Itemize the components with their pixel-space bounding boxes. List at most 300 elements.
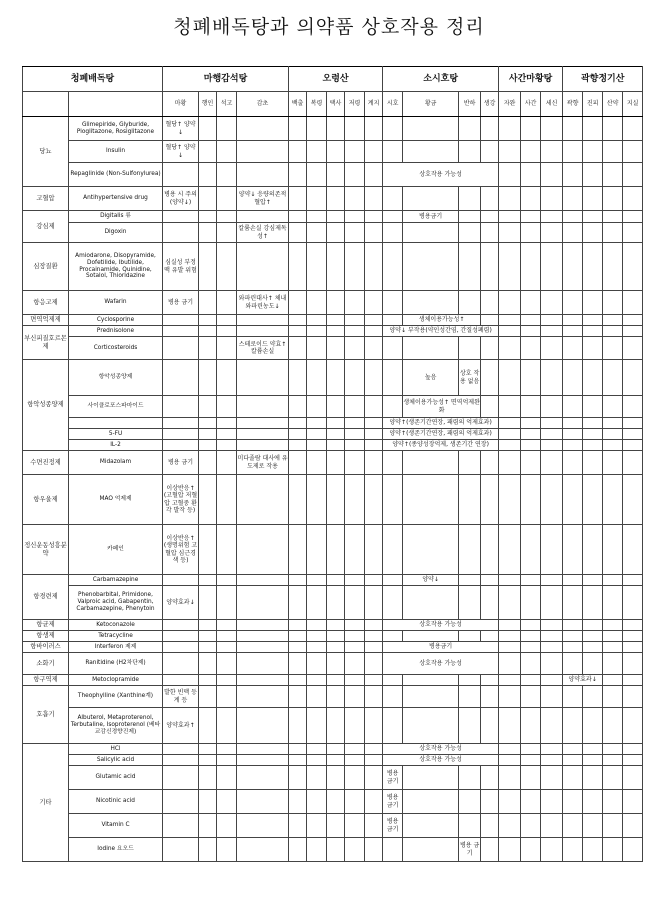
- empty-cell: [499, 708, 521, 744]
- empty-cell: [563, 360, 583, 396]
- category-cell: 항우울제: [23, 475, 69, 525]
- category-cell: 항악성종양제: [23, 360, 69, 451]
- empty-cell: [199, 675, 217, 686]
- empty-cell: [345, 814, 365, 838]
- drug-cell: Tetracycline: [69, 631, 163, 642]
- drug-cell: Salicylic acid: [69, 755, 163, 766]
- empty-cell: [289, 475, 307, 525]
- empty-cell: [623, 451, 643, 475]
- empty-cell: [541, 315, 563, 326]
- empty-cell: [345, 141, 365, 163]
- category-cell: 소화기: [23, 653, 69, 675]
- empty-cell: [521, 475, 541, 525]
- empty-cell: [365, 838, 383, 862]
- empty-cell: [365, 653, 383, 675]
- empty-cell: [583, 686, 603, 708]
- empty-cell: [623, 141, 643, 163]
- herb-header: 황금: [403, 92, 459, 117]
- empty-cell: [237, 642, 289, 653]
- empty-cell: [623, 211, 643, 223]
- empty-cell: [199, 744, 217, 755]
- empty-cell: [603, 686, 623, 708]
- empty-cell: [583, 814, 603, 838]
- empty-cell: [541, 360, 563, 396]
- empty-cell: [541, 141, 563, 163]
- empty-cell: [521, 744, 541, 755]
- empty-cell: [217, 675, 237, 686]
- drug-cell: Glutamic acid: [69, 766, 163, 790]
- effect-cell: 심실성 부정맥 유발 위험: [163, 243, 199, 291]
- empty-cell: [365, 315, 383, 326]
- empty-cell: [623, 187, 643, 211]
- drug-cell: IL-2: [69, 440, 163, 451]
- empty-cell: [289, 291, 307, 315]
- empty-cell: [199, 117, 217, 141]
- empty-cell: [499, 326, 521, 337]
- empty-cell: [521, 163, 541, 187]
- drug-cell: 카페인: [69, 525, 163, 575]
- empty-cell: [237, 586, 289, 620]
- table-row: [23, 708, 643, 744]
- empty-cell: [345, 418, 365, 429]
- empty-cell: [307, 243, 327, 291]
- empty-cell: [603, 475, 623, 525]
- effect-cell: 양약↓ 응량의존적혈압↑: [237, 187, 289, 211]
- drug-cell: Digoxin: [69, 223, 163, 243]
- empty-cell: [563, 440, 583, 451]
- table-row: [23, 418, 643, 429]
- empty-cell: [623, 790, 643, 814]
- empty-cell: [499, 291, 521, 315]
- empty-cell: [327, 631, 345, 642]
- empty-cell: [345, 117, 365, 141]
- effect-cell: 양약효과↑: [163, 708, 199, 744]
- empty-cell: [563, 117, 583, 141]
- empty-cell: [541, 744, 563, 755]
- empty-cell: [403, 337, 459, 360]
- header-row-herbs: [23, 92, 643, 117]
- empty-cell: [237, 525, 289, 575]
- empty-cell: [499, 744, 521, 755]
- empty-cell: [541, 326, 563, 337]
- effect-cell: 병용 금기: [383, 766, 403, 790]
- empty-cell: [603, 440, 623, 451]
- empty-cell: [163, 744, 199, 755]
- empty-cell: [307, 790, 327, 814]
- empty-cell: [199, 211, 217, 223]
- empty-cell: [623, 814, 643, 838]
- empty-cell: [623, 708, 643, 744]
- empty-cell: [541, 642, 563, 653]
- empty-cell: [307, 686, 327, 708]
- empty-cell: [365, 686, 383, 708]
- empty-cell: [481, 675, 499, 686]
- header-group-sosiho: 소시호탕: [383, 67, 499, 92]
- empty-cell: [583, 418, 603, 429]
- empty-cell: [327, 766, 345, 790]
- empty-cell: [237, 475, 289, 525]
- empty-cell: [403, 187, 459, 211]
- empty-cell: [459, 814, 481, 838]
- empty-cell: [603, 211, 623, 223]
- empty-cell: [383, 451, 403, 475]
- empty-cell: [481, 525, 499, 575]
- empty-cell: [163, 814, 199, 838]
- effect-cell: 양약↑(생존기간연장, 패렴의 억제효과): [383, 429, 499, 440]
- drug-cell: Cyclosporine: [69, 315, 163, 326]
- empty-cell: [217, 790, 237, 814]
- empty-cell: [345, 620, 365, 631]
- empty-cell: [459, 575, 481, 586]
- empty-cell: [563, 418, 583, 429]
- empty-cell: [563, 755, 583, 766]
- empty-cell: [217, 315, 237, 326]
- empty-cell: [583, 631, 603, 642]
- empty-cell: [481, 575, 499, 586]
- empty-cell: [237, 686, 289, 708]
- empty-cell: [623, 291, 643, 315]
- empty-cell: [237, 838, 289, 862]
- empty-cell: [563, 315, 583, 326]
- drug-cell: Corticosteroids: [69, 337, 163, 360]
- empty-cell: [481, 141, 499, 163]
- empty-cell: [217, 223, 237, 243]
- empty-cell: [563, 141, 583, 163]
- empty-cell: [583, 708, 603, 744]
- empty-cell: [583, 326, 603, 337]
- empty-cell: [237, 631, 289, 642]
- herb-header: 저령: [345, 92, 365, 117]
- empty-cell: [217, 187, 237, 211]
- effect-cell: 혈당↑ 양약↓: [163, 141, 199, 163]
- empty-cell: [481, 315, 499, 326]
- empty-cell: [289, 686, 307, 708]
- empty-cell: [163, 631, 199, 642]
- empty-cell: [603, 187, 623, 211]
- empty-cell: [345, 429, 365, 440]
- empty-cell: [199, 163, 217, 187]
- empty-cell: [481, 291, 499, 315]
- empty-cell: [345, 766, 365, 790]
- empty-cell: [541, 451, 563, 475]
- empty-cell: [217, 418, 237, 429]
- table-row: [23, 642, 643, 653]
- empty-cell: [583, 315, 603, 326]
- empty-cell: [481, 838, 499, 862]
- empty-cell: [289, 814, 307, 838]
- empty-cell: [217, 451, 237, 475]
- empty-cell: [327, 418, 345, 429]
- empty-cell: [237, 326, 289, 337]
- effect-cell: 병용 시 주의 (양약↓): [163, 187, 199, 211]
- empty-cell: [327, 653, 345, 675]
- empty-cell: [563, 211, 583, 223]
- empty-cell: [563, 525, 583, 575]
- empty-cell: [603, 326, 623, 337]
- empty-cell: [199, 326, 217, 337]
- empty-cell: [237, 315, 289, 326]
- empty-cell: [327, 141, 345, 163]
- empty-cell: [521, 211, 541, 223]
- empty-cell: [365, 117, 383, 141]
- table-row: [23, 360, 643, 396]
- empty-cell: [163, 223, 199, 243]
- empty-cell: [383, 360, 403, 396]
- empty-cell: [563, 686, 583, 708]
- empty-cell: [541, 396, 563, 418]
- empty-cell: [521, 631, 541, 642]
- empty-cell: [345, 440, 365, 451]
- drug-cell: Insulin: [69, 141, 163, 163]
- empty-cell: [383, 243, 403, 291]
- empty-cell: [563, 243, 583, 291]
- effect-cell: 양약효과↓: [163, 586, 199, 620]
- empty-cell: [327, 675, 345, 686]
- empty-cell: [345, 744, 365, 755]
- empty-cell: [307, 766, 327, 790]
- herb-header: 감초: [237, 92, 289, 117]
- empty-cell: [365, 451, 383, 475]
- empty-cell: [499, 755, 521, 766]
- empty-cell: [623, 396, 643, 418]
- empty-cell: [365, 814, 383, 838]
- empty-cell: [403, 291, 459, 315]
- drug-cell: Glimepiride, Glyburide, Pioglitazone, Rosiglitazone: [69, 117, 163, 141]
- empty-cell: [459, 223, 481, 243]
- empty-cell: [521, 675, 541, 686]
- table-row: [23, 744, 643, 755]
- empty-cell: [623, 475, 643, 525]
- drug-cell: Midazolam: [69, 451, 163, 475]
- header-row-groups: [23, 67, 643, 92]
- table-row: [23, 223, 643, 243]
- empty-cell: [623, 337, 643, 360]
- empty-cell: [603, 675, 623, 686]
- empty-cell: [345, 708, 365, 744]
- empty-cell: [541, 620, 563, 631]
- empty-cell: [289, 360, 307, 396]
- empty-cell: [603, 337, 623, 360]
- empty-cell: [499, 631, 521, 642]
- empty-cell: [521, 187, 541, 211]
- empty-cell: [383, 675, 403, 686]
- empty-cell: [345, 337, 365, 360]
- empty-cell: [499, 525, 521, 575]
- empty-cell: [603, 291, 623, 315]
- empty-cell: [199, 141, 217, 163]
- empty-cell: [307, 418, 327, 429]
- empty-cell: [563, 744, 583, 755]
- empty-cell: [403, 631, 459, 642]
- empty-cell: [289, 642, 307, 653]
- empty-cell: [541, 163, 563, 187]
- empty-cell: [623, 675, 643, 686]
- empty-cell: [365, 475, 383, 525]
- empty-cell: [541, 440, 563, 451]
- empty-cell: [163, 337, 199, 360]
- empty-cell: [307, 360, 327, 396]
- effect-cell: 상호작용 가능성: [383, 755, 499, 766]
- empty-cell: [481, 396, 499, 418]
- table-row: [23, 187, 643, 211]
- empty-cell: [327, 337, 345, 360]
- empty-cell: [217, 141, 237, 163]
- empty-cell: [481, 814, 499, 838]
- herb-header: 시호: [383, 92, 403, 117]
- table-row: [23, 838, 643, 862]
- empty-cell: [603, 620, 623, 631]
- empty-cell: [541, 187, 563, 211]
- empty-cell: [365, 187, 383, 211]
- effect-cell: 양약효과↓: [563, 675, 603, 686]
- empty-cell: [583, 291, 603, 315]
- empty-cell: [237, 755, 289, 766]
- empty-cell: [237, 653, 289, 675]
- empty-cell: [365, 291, 383, 315]
- empty-cell: [603, 418, 623, 429]
- empty-cell: [199, 653, 217, 675]
- empty-cell: [199, 396, 217, 418]
- drug-cell: 사이클로포스파마이드: [69, 396, 163, 418]
- effect-cell: 혈당↑ 양약↓: [163, 117, 199, 141]
- empty-cell: [327, 315, 345, 326]
- empty-cell: [237, 766, 289, 790]
- empty-cell: [307, 708, 327, 744]
- empty-cell: [289, 440, 307, 451]
- table-row: [23, 686, 643, 708]
- empty-cell: [307, 211, 327, 223]
- empty-cell: [345, 163, 365, 187]
- empty-cell: [365, 766, 383, 790]
- empty-cell: [583, 396, 603, 418]
- empty-cell: [521, 440, 541, 451]
- effect-cell: 병용금기: [403, 211, 459, 223]
- empty-cell: [603, 814, 623, 838]
- empty-cell: [603, 790, 623, 814]
- effect-cell: 높음: [403, 360, 459, 396]
- drug-cell: Prednisolone: [69, 326, 163, 337]
- header-empty-cat: [23, 92, 69, 117]
- empty-cell: [563, 396, 583, 418]
- empty-cell: [345, 291, 365, 315]
- category-cell: 당뇨: [23, 117, 69, 187]
- empty-cell: [623, 686, 643, 708]
- effect-cell: 양약↓: [403, 575, 459, 586]
- empty-cell: [327, 187, 345, 211]
- empty-cell: [163, 326, 199, 337]
- herb-header: 생강: [481, 92, 499, 117]
- drug-cell: Metoclopramide: [69, 675, 163, 686]
- empty-cell: [199, 315, 217, 326]
- effect-cell: 병용 금기: [459, 838, 481, 862]
- empty-cell: [521, 653, 541, 675]
- header-group-sagan: 사간마황탕: [499, 67, 563, 92]
- empty-cell: [583, 475, 603, 525]
- table-row: [23, 117, 643, 141]
- empty-cell: [199, 838, 217, 862]
- empty-cell: [365, 243, 383, 291]
- empty-cell: [217, 163, 237, 187]
- empty-cell: [521, 814, 541, 838]
- empty-cell: [541, 243, 563, 291]
- empty-cell: [163, 790, 199, 814]
- empty-cell: [383, 315, 403, 326]
- empty-cell: [541, 418, 563, 429]
- empty-cell: [459, 141, 481, 163]
- empty-cell: [499, 814, 521, 838]
- empty-cell: [603, 429, 623, 440]
- empty-cell: [327, 451, 345, 475]
- header-group-mahaeng: 마행감석탕: [163, 67, 289, 92]
- empty-cell: [217, 838, 237, 862]
- empty-cell: [383, 117, 403, 141]
- empty-cell: [603, 631, 623, 642]
- empty-cell: [199, 187, 217, 211]
- empty-cell: [217, 396, 237, 418]
- empty-cell: [307, 814, 327, 838]
- empty-cell: [583, 653, 603, 675]
- empty-cell: [623, 525, 643, 575]
- empty-cell: [345, 755, 365, 766]
- empty-cell: [217, 708, 237, 744]
- empty-cell: [237, 814, 289, 838]
- empty-cell: [563, 814, 583, 838]
- empty-cell: [217, 291, 237, 315]
- empty-cell: [563, 653, 583, 675]
- empty-cell: [603, 653, 623, 675]
- empty-cell: [541, 790, 563, 814]
- empty-cell: [163, 755, 199, 766]
- herb-header: 계지: [365, 92, 383, 117]
- herb-header: 복령: [307, 92, 327, 117]
- empty-cell: [383, 291, 403, 315]
- category-cell: 항바이러스: [23, 642, 69, 653]
- drug-cell: 항악성종양제: [69, 360, 163, 396]
- empty-cell: [603, 117, 623, 141]
- empty-cell: [345, 642, 365, 653]
- empty-cell: [383, 575, 403, 586]
- empty-cell: [583, 642, 603, 653]
- empty-cell: [403, 243, 459, 291]
- empty-cell: [583, 163, 603, 187]
- empty-cell: [307, 396, 327, 418]
- header-empty-drug: [69, 92, 163, 117]
- empty-cell: [563, 766, 583, 790]
- empty-cell: [563, 575, 583, 586]
- effect-cell: 양약↑(종양성장억제, 생존기간 연장): [383, 440, 499, 451]
- category-cell: 항구역제: [23, 675, 69, 686]
- empty-cell: [345, 653, 365, 675]
- empty-cell: [365, 620, 383, 631]
- empty-cell: [603, 451, 623, 475]
- drug-cell: Wafarin: [69, 291, 163, 315]
- empty-cell: [521, 337, 541, 360]
- empty-cell: [307, 223, 327, 243]
- empty-cell: [403, 766, 459, 790]
- empty-cell: [217, 117, 237, 141]
- table-row: [23, 451, 643, 475]
- empty-cell: [541, 211, 563, 223]
- herb-header: 행인: [199, 92, 217, 117]
- empty-cell: [289, 211, 307, 223]
- empty-cell: [289, 451, 307, 475]
- empty-cell: [541, 814, 563, 838]
- empty-cell: [307, 838, 327, 862]
- table-row: [23, 396, 643, 418]
- empty-cell: [217, 586, 237, 620]
- empty-cell: [499, 396, 521, 418]
- empty-cell: [365, 141, 383, 163]
